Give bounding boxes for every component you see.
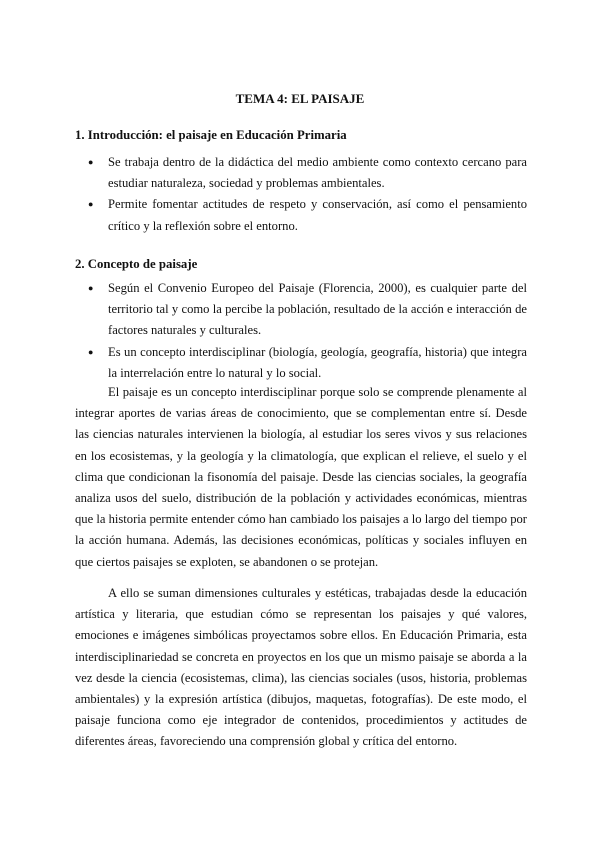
bullet-list-concepto (75, 278, 527, 384)
body-paragraph: A ello se suman dimensiones culturales y estéticas, trabajadas desde la educación artística y literaria, que estudian cómo se representan los paisajes y qué valores, emociones e imágenes simbólicas proyectamos sobre ellos. En Educación Primaria, esta interdisciplinariedad se concreta en proyectos en los que un mismo paisaje se aborda a la vez desde la ciencia (ecosistemas, clima), las ciencias sociales (usos, historia, problemas ambientales) y la expresión artística (dibujos, maquetas, fotografías). De este modo, el paisaje funciona como eje integrador de contenidos, procedimientos y actitudes de diferentes áreas, favoreciendo una comprensión global y crítica del entorno. (75, 586, 527, 749)
bullet-icon: ● (88, 346, 94, 357)
document-title: TEMA 4: EL PAISAJE (235, 91, 365, 106)
list-item (75, 152, 527, 194)
body-paragraph: El paisaje es un concepto interdisciplinar porque solo se comprende plenamente al integrar aportes de varias áreas de conocimiento, que se complementan entre sí. Desde las ciencias naturales intervienen la biología, al estudiar los seres vivos y sus relaciones en los ecosistemas, y la geología y la climatología, que explican el relieve, el suelo y el clima que condicionan la fisonomía del paisaje. Desde las ciencias sociales, la geografía analiza usos del suelo, distribución de la población y actividades económicas, mientras que la historia permite entender cómo han cambiado los paisajes a lo largo del tiempo por la acción humana. Además, las decisiones económicas, políticas y sociales influyen en que ciertos paisajes se exploten, se abandonen o se protejan. (75, 385, 527, 569)
list-item-text: Se trabaja dentro de la didáctica del medio ambiente como contexto cercano para estudiar naturaleza, sociedad y problemas ambientales. (108, 155, 527, 191)
bullet-icon: ● (88, 199, 94, 210)
list-item (75, 194, 527, 236)
bullet-icon: ● (88, 157, 94, 167)
list-item (75, 278, 527, 342)
bullet-icon: ● (88, 283, 94, 293)
list-item-text: Según el Convenio Europeo del Paisaje (Florencia, 2000), es cualquier parte del territorio tal y como la percibe la población, resultado de la acción e interacción de factores naturales y culturales. (108, 281, 527, 338)
section-heading-introduccion: 1. Introducción: el paisaje en Educación Primaria (75, 128, 347, 142)
bullet-list-introduccion (75, 152, 527, 237)
section-heading-concepto: 2. Concepto de paisaje (75, 257, 198, 271)
list-item-text: Es un concepto interdisciplinar (biología, geología, geografía, historia) que integra la interrelación entre lo natural y lo social. (108, 344, 527, 380)
list-item-text: Permite fomentar actitudes de respeto y conservación, así como el pensamiento crítico y la reflexión sobre el entorno. (108, 197, 527, 233)
list-item (75, 342, 527, 384)
